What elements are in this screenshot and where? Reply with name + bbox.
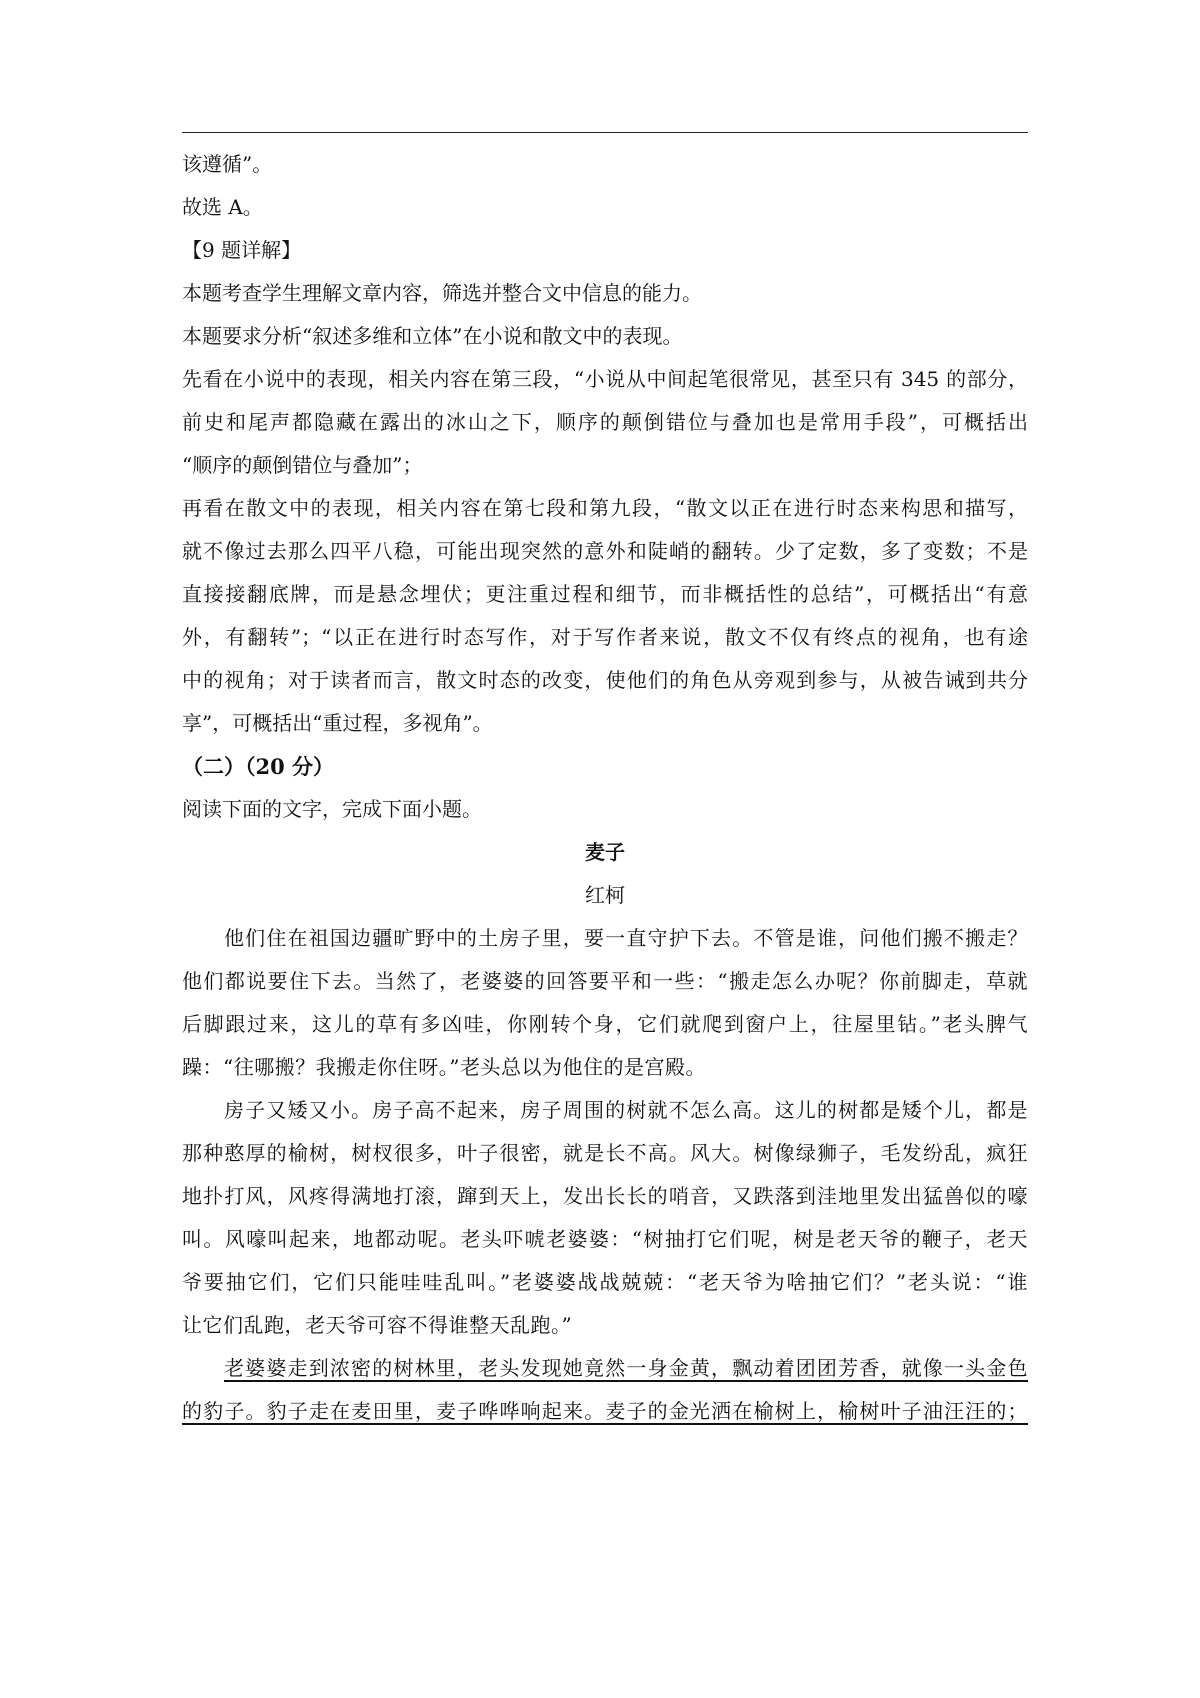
q9-heading: 【9 题详解】 <box>182 238 302 262</box>
paragraph-line: 再看在散文中的表现，相关内容在第七段和第九段，“散文以正在进行时态来构思和描写， <box>182 496 1028 520</box>
paragraph-line: 他们住在祖国边疆旷野中的土房子里，要一直守护下去。不管是谁，问他们搬不搬走？ <box>224 926 1028 950</box>
underlined-line: 老婆婆走到浓密的树林里，老头发现她竟然一身金黄，飘动着团团芳香，就像一头金色 <box>224 1356 1028 1380</box>
paragraph-line: 前史和尾声都隐藏在露出的冰山之下，顺序的颠倒错位与叠加也是常用手段”，可概括出 <box>182 410 1028 434</box>
paragraph-line: “顺序的颠倒错位与叠加”； <box>182 453 423 477</box>
q9-paragraph-novel <box>182 365 1028 480</box>
paragraph-line: 地扑打风，风疼得满地打滚，蹿到天上，发出长长的哨音，又跌落到洼地里发出猛兽似的嚎 <box>182 1184 1028 1208</box>
paragraph-line: 让它们乱跑，老天爷可容不得谁整天乱跑。” <box>182 1313 573 1337</box>
paragraph-line: 中的视角；对于读者而言，散文时态的改变，使他们的角色从旁观到参与，从被告诫到共分 <box>182 668 1028 692</box>
passage-title: 麦子 <box>585 840 625 864</box>
passage-paragraph-1 <box>182 924 1028 1082</box>
reading-passage <box>182 838 1028 1426</box>
paragraph-line: 房子又矮又小。房子高不起来，房子周围的树就不怎么高。这儿的树都是矮个儿，都是 <box>224 1098 1028 1122</box>
q9-line: 本题考查学生理解文章内容，筛选并整合文中信息的能力。 <box>182 281 702 305</box>
passage-paragraph-2 <box>182 1096 1028 1340</box>
q9-line: 本题要求分析“叙述多维和立体”在小说和散文中的表现。 <box>182 324 683 348</box>
paragraph-line: 享”，可概括出“重过程，多视角”。 <box>182 711 493 735</box>
answer-line: 该遵循”。 <box>182 152 273 176</box>
paragraph-line: 那种憨厚的榆树，树杈很多，叶子很密，就是长不高。风大。树像绿狮子，毛发纷乱，疯狂 <box>182 1141 1028 1165</box>
paragraph-line: 就不像过去那么四平八稳，可能出现突然的意外和陡峭的翻转。少了定数，多了变数；不是 <box>182 539 1028 563</box>
passage-paragraph-3-underlined <box>182 1354 1028 1426</box>
section-instruction: 阅读下面的文字，完成下面小题。 <box>182 797 482 821</box>
passage-author: 红柯 <box>585 883 625 907</box>
paragraph-line: 后脚跟过来，这儿的草有多凶哇，你刚转个身，它们就爬到窗户上，往屋里钻。”老头脾气 <box>182 1012 1028 1036</box>
page-content <box>182 150 1028 1440</box>
q9-paragraph-essay <box>182 494 1028 738</box>
paragraph-line: 他们都说要住下去。当然了，老婆婆的回答要平和一些：“搬走怎么办呢？你前脚走，草就 <box>182 969 1028 993</box>
underlined-line: 的豹子。豹子走在麦田里，麦子哗哗响起来。麦子的金光洒在榆树上，榆树叶子油汪汪的； <box>182 1399 1028 1423</box>
section-title: （二）（20 分） <box>182 754 335 779</box>
paragraph-line: 先看在小说中的表现，相关内容在第三段，“小说从中间起笔很常见，甚至只有 345 的部分， <box>182 367 1028 391</box>
paragraph-line: 直接接翻底牌，而是悬念埋伏；更注重过程和细节，而非概括性的总结”，可概括出“有意 <box>182 582 1028 606</box>
paragraph-line: 叫。风嚎叫起来，地都动呢。老头吓唬老婆婆：“树抽打它们呢，树是老天爷的鞭子，老天 <box>182 1227 1028 1251</box>
answer-choice: 故选 A。 <box>182 195 263 219</box>
header-rule <box>182 132 1028 133</box>
paragraph-line: 外，有翻转”；“以正在进行时态写作，对于写作者来说，散文不仅有终点的视角，也有途 <box>182 625 1028 649</box>
paragraph-line: 躁：“往哪搬？我搬走你住呀。”老头总以为他住的是宫殿。 <box>182 1055 706 1079</box>
paragraph-line: 爷要抽它们，它们只能哇哇乱叫。”老婆婆战战兢兢：“老天爷为啥抽它们？”老头说：“谁 <box>182 1270 1028 1294</box>
